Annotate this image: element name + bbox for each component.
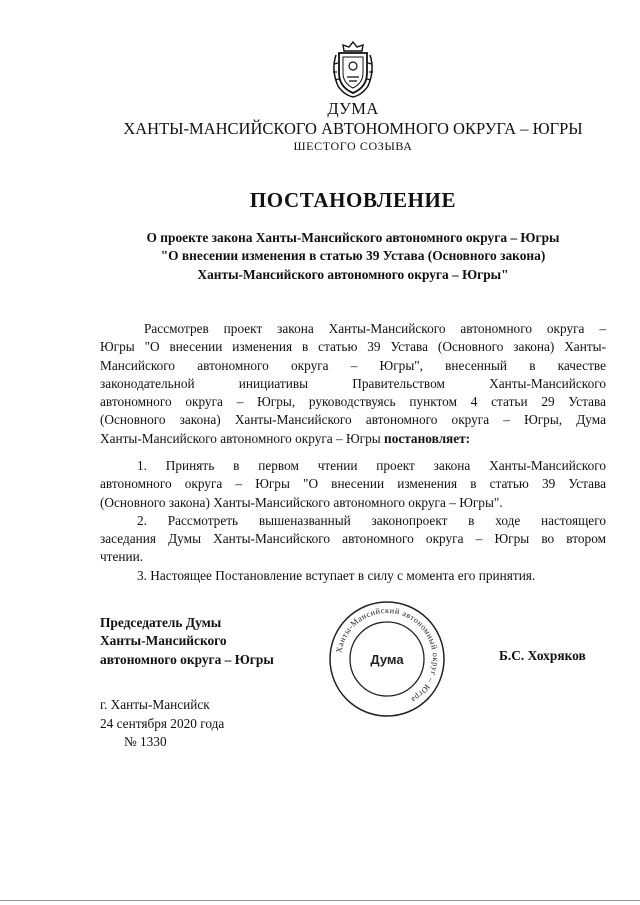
item-line: чтении. <box>100 549 144 565</box>
subject-line: "О внесении изменения в статью 39 Устава (Основного закона) <box>160 248 546 264</box>
city: г. Ханты-Мансийск <box>100 697 210 712</box>
item-line: 3. Настоящее Постановление вступает в силу с момента его принятия. <box>137 567 536 583</box>
item-line: (Основного закона) Ханты-Мансийского автономного округа – Югры". <box>100 494 503 510</box>
preamble-line: законодательной инициативы Правительством Ханты-Мансийского <box>100 375 606 391</box>
preamble-line: Рассмотрев проект закона Ханты-Мансийского автономного округа – <box>144 321 606 336</box>
signatory-title-line: Ханты-Мансийского <box>100 633 227 649</box>
coat-of-arms-icon <box>330 40 376 100</box>
preamble-line: Югры "О внесении изменения в статью 39 Устава (Основного закона) Ханты- <box>100 339 606 355</box>
item-line: 2. Рассмотреть вышеназванный законопроект в ходе настоящего <box>137 512 606 528</box>
official-stamp <box>326 598 448 720</box>
region-name: ХАНТЫ-МАНСИЙСКОГО АВТОНОМНОГО ОКРУГА – ЮГРЫ <box>123 119 583 138</box>
signatory-name: Б.С. Хохряков <box>499 648 586 663</box>
date: 24 сентября 2020 года <box>100 715 225 731</box>
item-line: автономного округа – Югры "О внесении изменения в статью 39 Устава <box>100 476 606 492</box>
signatory-title-line: Председатель Думы <box>100 615 222 630</box>
place-date-block <box>100 696 224 752</box>
preamble-line: автономного округа – Югры, руководствуясь пунктом 4 статьи 29 Устава <box>100 394 606 410</box>
bottom-divider <box>0 900 640 901</box>
signatory-title-line: автономного округа – Югры <box>100 651 274 667</box>
subject-line: О проекте закона Ханты-Мансийского автономного округа – Югры <box>146 230 560 245</box>
document-subject <box>100 229 606 284</box>
convocation: ШЕСТОГО СОЗЫВА <box>293 139 413 153</box>
stamp-ring-text: Ханты-Мансийский автономный округ – Югра <box>334 605 441 705</box>
preamble-line: (Основного закона) Ханты-Мансийского автономного округа – Югры, Дума <box>100 412 606 428</box>
item-line: заседания Думы Ханты-Мансийского автономного округа – Югры во втором <box>100 531 606 547</box>
preamble-paragraph <box>100 320 606 448</box>
preamble-line <box>100 430 606 448</box>
signatory-title <box>100 614 320 669</box>
document-number: № 1330 <box>124 734 167 749</box>
organization-name: ДУМА <box>327 99 379 118</box>
stamp-center-text: Дума <box>370 652 404 667</box>
resolution-items <box>100 457 606 585</box>
item-line: 1. Принять в первом чтении проект закона Ханты-Мансийского <box>137 458 606 473</box>
decision-word: постановляет: <box>384 430 471 446</box>
document-type: ПОСТАНОВЛЕНИЕ <box>249 188 457 212</box>
preamble-line: Мансийского автономного округа – Югры", внесенный в качестве <box>100 357 606 373</box>
subject-line: Ханты-Мансийского автономного округа – Югры" <box>197 266 509 282</box>
preamble-last-text: Ханты-Мансийского автономного округа – Югры <box>100 430 385 446</box>
